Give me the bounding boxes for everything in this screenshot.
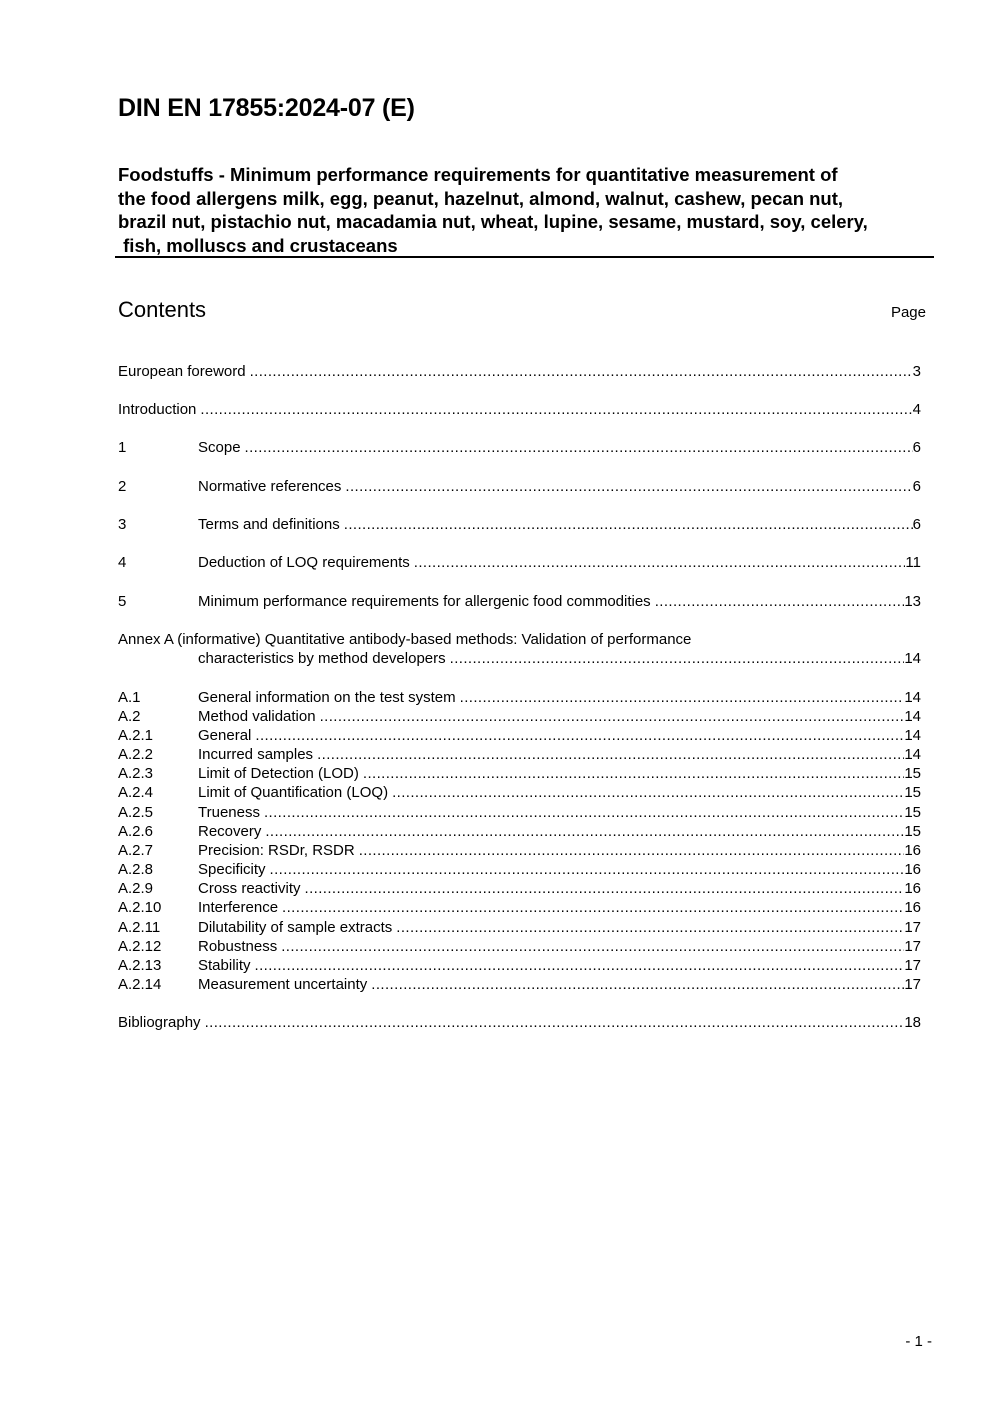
toc-entry-normative-references[interactable]: [118, 477, 921, 496]
toc-entry-page: 17: [904, 957, 921, 974]
toc-leader-dots: [245, 438, 913, 457]
toc-leader-dots: [281, 937, 904, 956]
toc-entry-page: 16: [904, 880, 921, 897]
toc-entry-bibliography[interactable]: [118, 1013, 921, 1032]
toc-entry-number: A.2.7: [118, 842, 154, 859]
toc-leader-dots: [359, 841, 905, 860]
toc-entry-page: 14: [904, 746, 921, 763]
document-id: DIN EN 17855:2024-07 (E): [118, 94, 415, 122]
toc-entry-title: General information on the test system: [198, 689, 456, 706]
toc-leader-dots: [450, 649, 905, 668]
title-line: Foodstuffs - Minimum performance requirements for quantitative measurement of: [118, 164, 838, 185]
toc-entry-page: 15: [904, 765, 921, 782]
toc-leader-dots: [255, 726, 904, 745]
toc-entry-minimum-performance[interactable]: [118, 592, 921, 611]
toc-entry-title: Scope: [198, 439, 241, 456]
toc-entry-a2-12[interactable]: [118, 937, 921, 956]
contents-heading: Contents: [118, 297, 207, 322]
toc-entry-number: 2: [118, 478, 127, 495]
toc-entry-title: Method validation: [198, 708, 316, 725]
toc-entry-page: 18: [904, 1014, 921, 1031]
toc-entry-a2-8[interactable]: [118, 860, 921, 879]
toc-leader-dots: [265, 822, 904, 841]
toc-leader-dots: [282, 898, 904, 917]
toc-entry-introduction[interactable]: [118, 400, 921, 419]
toc-entry-title: General: [198, 727, 252, 744]
toc-entry-a1[interactable]: [118, 688, 921, 707]
document-title: [118, 163, 938, 257]
toc-entry-page: 6: [912, 516, 921, 533]
toc-entry-number: 4: [118, 554, 127, 571]
toc-entry-title: European foreword: [118, 363, 246, 380]
toc-entry-title: Normative references: [198, 478, 342, 495]
toc-entry-page: 14: [904, 689, 921, 706]
toc-annex-a-heading[interactable]: Annex A (informative) Quantitative antibody-based methods: Validation of performance: [118, 631, 692, 648]
toc-entry-number: A.2.10: [118, 899, 162, 916]
page-number: - 1 -: [905, 1333, 932, 1350]
toc-entry-a2-9[interactable]: [118, 879, 921, 898]
toc-entry-number: A.1: [118, 689, 141, 706]
toc-leader-dots: [270, 860, 905, 879]
toc-entry-title: Interference: [198, 899, 279, 916]
toc-entry-number: A.2.5: [118, 804, 154, 821]
toc-entry-number: A.2: [118, 708, 141, 725]
toc-entry-number: A.2.14: [118, 976, 162, 993]
toc-entry-page: 6: [912, 478, 921, 495]
toc-entry-number: A.2.11: [118, 919, 161, 936]
toc-entry-number: 5: [118, 593, 127, 610]
toc-entry-title: Limit of Detection (LOD): [198, 765, 359, 782]
toc-leader-dots: [396, 918, 904, 937]
toc-entry-title: Trueness: [198, 804, 260, 821]
toc-entry-page: 6: [912, 439, 921, 456]
toc-entry-loq-requirements[interactable]: [118, 553, 921, 572]
toc-leader-dots: [320, 707, 905, 726]
toc-entry-page: 15: [904, 823, 921, 840]
toc-entry-number: A.2.4: [118, 784, 154, 801]
toc-leader-dots: [345, 477, 912, 496]
toc-entry-a2-2[interactable]: [118, 745, 921, 764]
toc-entry-title: characteristics by method developers: [198, 650, 446, 667]
toc-entry-a2-4[interactable]: [118, 783, 921, 802]
page-column-label: Page: [890, 304, 926, 321]
toc-entry-page: 16: [904, 861, 921, 878]
toc-entry-number: 1: [118, 439, 127, 456]
toc-entry-number: A.2.6: [118, 823, 154, 840]
toc-entry-page: 14: [904, 650, 921, 667]
toc-entry-title: Recovery: [198, 823, 262, 840]
toc-entry-a2-6[interactable]: [118, 822, 921, 841]
toc-entry-page: 15: [904, 804, 921, 821]
toc-entry-title: Specificity: [198, 861, 266, 878]
toc-entry-number: A.2.13: [118, 957, 162, 974]
toc-entry-page: 14: [904, 727, 921, 744]
toc-leader-dots: [655, 592, 905, 611]
toc-entry-european-foreword[interactable]: [118, 362, 921, 381]
toc-leader-dots: [317, 745, 904, 764]
toc-entry-page: 3: [912, 363, 921, 380]
toc-entry-title: Stability: [198, 957, 251, 974]
toc-entry-a2-3[interactable]: [118, 764, 921, 783]
toc-entry-title: Cross reactivity: [198, 880, 301, 897]
toc-entry-title: Minimum performance requirements for allergenic food commodities: [198, 593, 651, 610]
toc-entry-title: Precision: RSDr, RSDR: [198, 842, 355, 859]
toc-entry-number: A.2.2: [118, 746, 154, 763]
toc-leader-dots: [255, 956, 905, 975]
title-line: fish, molluscs and crustaceans: [118, 234, 398, 256]
toc-entry-page: 4: [912, 401, 921, 418]
toc-entry-number: A.2.1: [118, 727, 154, 744]
toc-entry-title: Bibliography: [118, 1014, 201, 1031]
toc-entry-terms-definitions[interactable]: [118, 515, 921, 534]
toc-entry-page: 15: [904, 784, 921, 801]
toc-entry-title: Incurred samples: [198, 746, 314, 763]
toc-leader-dots: [344, 515, 913, 534]
toc-leader-dots: [392, 783, 904, 802]
toc-leader-dots: [205, 1013, 905, 1032]
toc-entry-title: Measurement uncertainty: [198, 976, 368, 993]
toc-entry-page: 16: [904, 842, 921, 859]
toc-entry-title: Limit of Quantification (LOQ): [198, 784, 389, 801]
toc-entry-a2-14[interactable]: [118, 975, 921, 994]
toc-entry-page: 17: [904, 919, 921, 936]
toc-annex-a-continuation[interactable]: [118, 649, 921, 668]
toc-entry-title: Introduction: [118, 401, 197, 418]
toc-leader-dots: [363, 764, 904, 783]
toc-leader-dots: [305, 879, 905, 898]
toc-entry-scope[interactable]: [118, 438, 921, 457]
toc-entry-number: A.2.3: [118, 765, 154, 782]
toc-entry-a2-7[interactable]: [118, 841, 921, 860]
toc-leader-dots: [371, 975, 904, 994]
toc-entry-a2-13[interactable]: [118, 956, 921, 975]
title-line: the food allergens milk, egg, peanut, hazelnut, almond, walnut, cashew, pecan nut,: [118, 187, 844, 209]
toc-entry-number: 3: [118, 516, 127, 533]
toc-entry-page: 14: [904, 708, 921, 725]
toc-entry-page: 11: [905, 554, 921, 571]
toc-entry-a2-10[interactable]: [118, 898, 921, 917]
toc-entry-a2[interactable]: [118, 707, 921, 726]
toc-entry-a2-5[interactable]: [118, 803, 921, 822]
toc-entry-page: 16: [904, 899, 921, 916]
toc-entry-a2-11[interactable]: [118, 918, 921, 937]
toc-leader-dots: [264, 803, 904, 822]
toc-entry-page: 17: [904, 938, 921, 955]
toc-leader-dots: [200, 400, 912, 419]
toc-leader-dots: [414, 553, 906, 572]
toc-entry-page: 13: [904, 593, 921, 610]
title-line: brazil nut, pistachio nut, macadamia nut, wheat, lupine, sesame, mustard, soy, celery,: [118, 211, 868, 232]
toc-entry-a2-1[interactable]: [118, 726, 921, 745]
toc-leader-dots: [250, 362, 913, 381]
toc-entry-page: 17: [904, 976, 921, 993]
toc-entry-title: Robustness: [198, 938, 278, 955]
toc-entry-title: Deduction of LOQ requirements: [198, 554, 410, 571]
toc-entry-title: Terms and definitions: [198, 516, 340, 533]
toc-entry-number: A.2.8: [118, 861, 154, 878]
toc-entry-title: Dilutability of sample extracts: [198, 919, 393, 936]
toc-entry-number: A.2.12: [118, 938, 162, 955]
toc-leader-dots: [460, 688, 905, 707]
toc-entry-number: A.2.9: [118, 880, 154, 897]
title-divider: [115, 256, 934, 258]
